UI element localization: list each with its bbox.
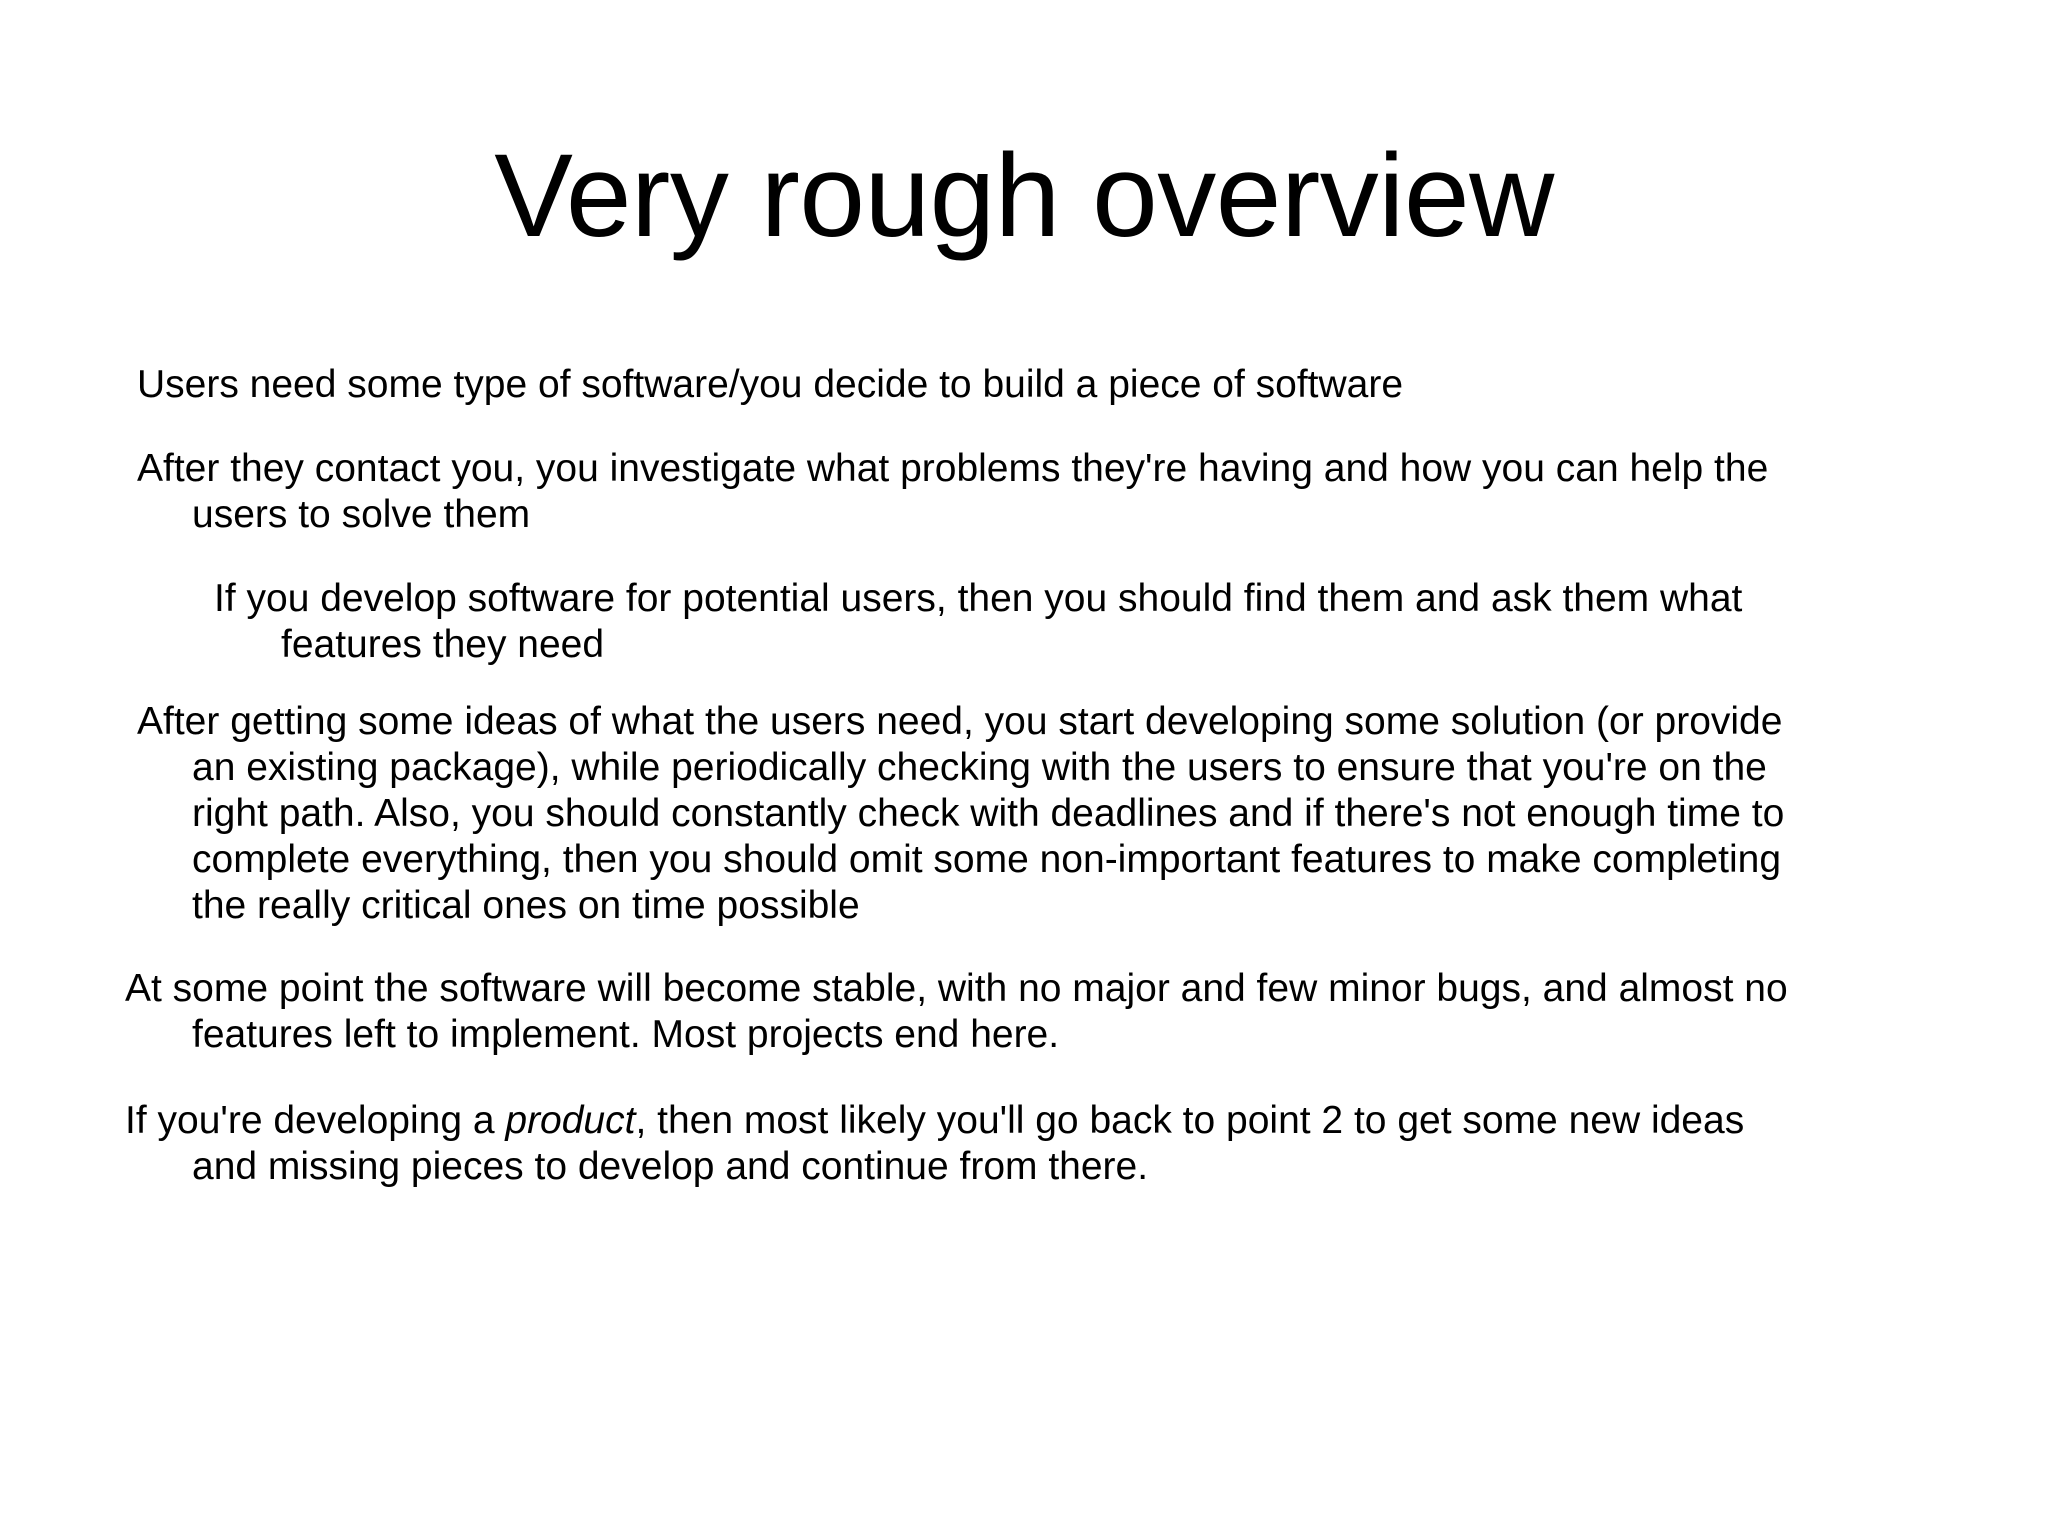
paragraph-potential-users bbox=[214, 576, 1742, 668]
paragraph-line: If you develop software for potential users, then you should find them and ask them what bbox=[214, 577, 1743, 620]
paragraph-line: After getting some ideas of what the users need, you start developing some solution (or provide bbox=[137, 700, 1783, 743]
paragraph-line: Users need some type of software/you decide to build a piece of software bbox=[137, 363, 1404, 406]
paragraph-line: features they need bbox=[281, 623, 605, 666]
paragraph-line: After they contact you, you investigate what problems they're having and how you can help the bbox=[137, 447, 1769, 490]
paragraph-line: the really critical ones on time possible bbox=[192, 884, 860, 927]
paragraph-investigate-problems bbox=[137, 446, 1768, 538]
text-run: If you're developing a bbox=[125, 1099, 506, 1142]
slide-title: Very rough overview bbox=[494, 130, 1554, 262]
emphasized-word-product: product bbox=[505, 1099, 636, 1142]
paragraph-line: and missing pieces to develop and continue from there. bbox=[192, 1145, 1149, 1188]
paragraph-users-need-software bbox=[137, 362, 1403, 408]
paragraph-line bbox=[125, 1098, 1744, 1144]
paragraph-line: complete everything, then you should omit some non-important features to make completing bbox=[192, 838, 1782, 881]
paragraph-line: features left to implement. Most projects end here. bbox=[192, 1013, 1060, 1056]
paragraph-line: users to solve them bbox=[192, 493, 531, 536]
paragraph-line: an existing package), while periodically checking with the users to ensure that you're on the bbox=[192, 746, 1767, 789]
paragraph-software-stable bbox=[125, 966, 1788, 1058]
paragraph-start-developing bbox=[137, 699, 1784, 929]
paragraph-line: right path. Also, you should constantly check with deadlines and if there's not enough time to bbox=[192, 792, 1785, 835]
paragraph-developing-product bbox=[125, 1098, 1744, 1190]
paragraph-line: At some point the software will become stable, with no major and few minor bugs, and almost no bbox=[125, 967, 1788, 1010]
text-run: , then most likely you'll go back to point 2 to get some new ideas bbox=[635, 1099, 1745, 1142]
